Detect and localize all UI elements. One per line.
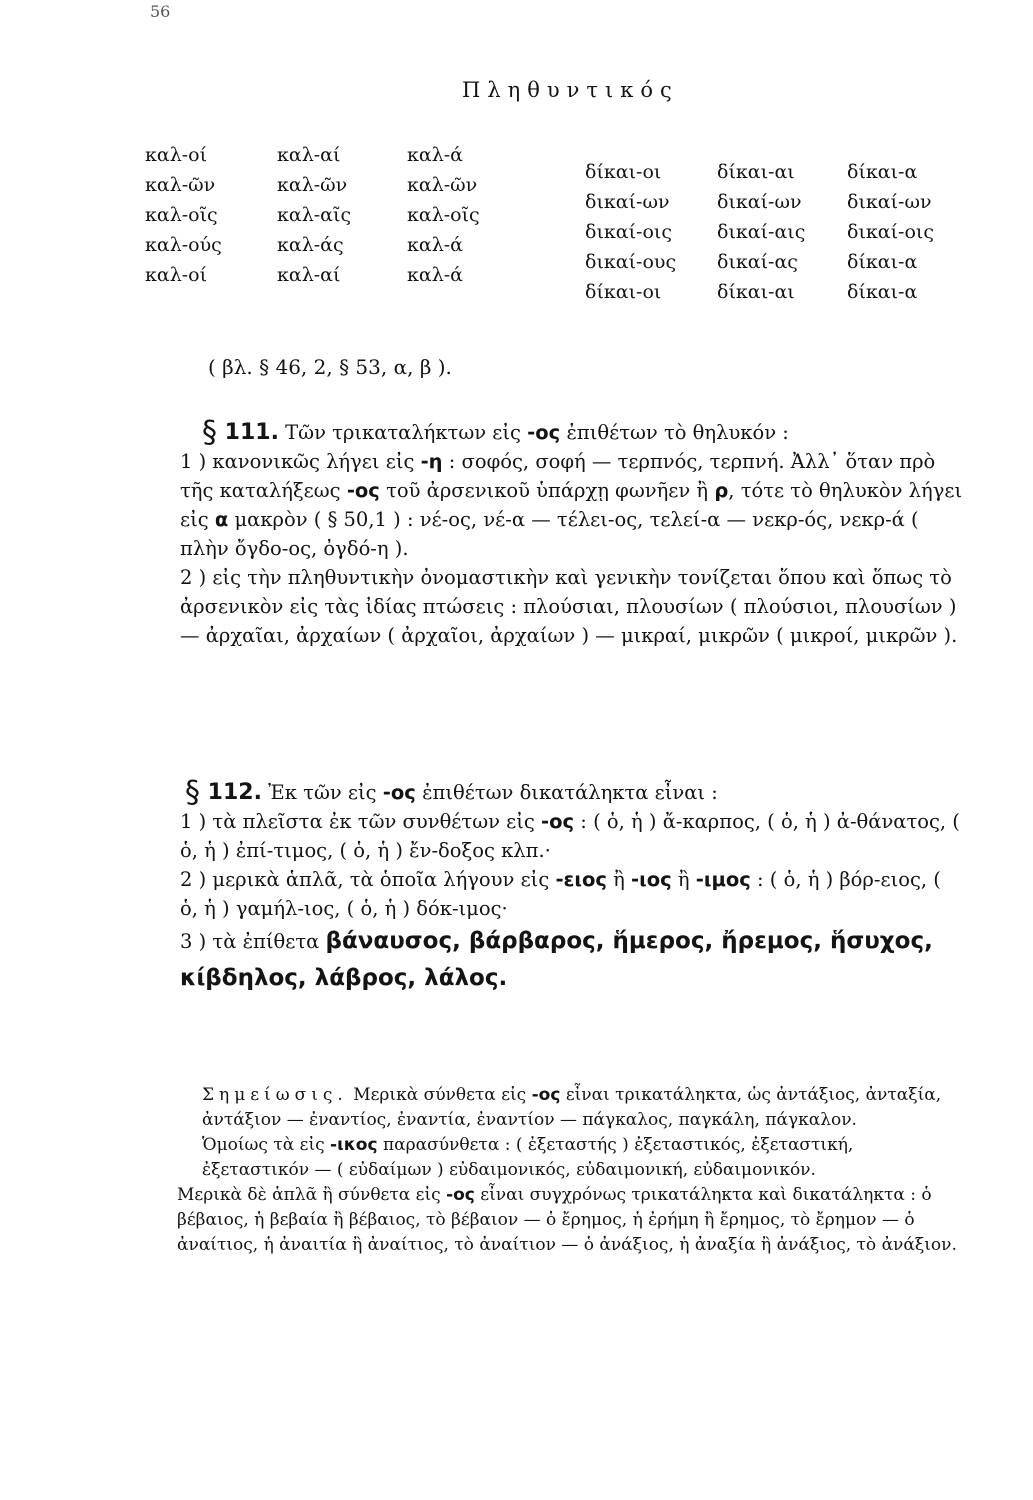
page-number: 56 — [150, 2, 171, 21]
table-cell: δικαί-ων — [717, 191, 802, 213]
note-block: Σημείωσις. Μερικὰ σύνθετα εἰς -ος εἶναι τρικατάληκτα, ὡς ἀντάξιος, ἀνταξία, ἀντάξιον — ἐναντίος, ἐναντία, ἐναντίον — πάγκαλος, παγκάλη, πάγκαλον. Ὁμοίως τὰ εἰς -ικος παρασύνθετα : ( ἐξεταστής ) ἐξεταστικός, ἐξεταστική, ἐξεταστικόν — ( εὐδαίμων ) εὐδαιμονικός, εὐδαιμονική, εὐδαιμονικόν. Μερικὰ δὲ ἁπλᾶ ἢ σύνθετα εἰς -ος εἶναι συγχρόνως τρικατάληκτα καὶ δικατάληκτα : ὁ βέβαιος, ἡ βεβαία ἢ βέβαιος, τὸ βέβαιον — ὁ ἔρημος, ἡ ἐρήμη ἢ ἔρημος, τὸ ἔρημον — ὁ ἀναίτιος, ἡ ἀναιτία ἢ ἀναίτιος, τὸ ἀναίτιον — ὁ ἀνάξιος, ἡ ἀναξία ἢ ἀνάξιος, τὸ ἀνάξιον. — [177, 1085, 957, 1255]
table-cell: καλ-οί — [145, 144, 208, 166]
section-111-rule-2: 2 ) εἰς τὴν πληθυντικὴν ὀνομαστικὴν καὶ γενικὴν τονίζεται ὅπου καὶ ὅπως τὸ ἀρσενικὸν εἰς τὰς ἰδίας πτώσεις : πλούσιαι, πλουσίων ( πλούσιοι, πλουσίων ) — ἀρχαῖαι, ἀρχαίων ( ἀρχαῖοι, ἀρχαίων ) — μικραί, μικρῶν ( μικροί, μικρῶν ). — [180, 566, 958, 647]
table-cell: δίκαι-αι — [717, 281, 795, 303]
table-cell: καλ-οί — [145, 264, 208, 286]
table-cell: καλ-αῖς — [277, 204, 352, 226]
table-cell: δίκαι-οι — [585, 161, 662, 183]
table-cell: δικαί-οις — [847, 221, 934, 243]
section-111: § 111. Τῶν τρικαταλήκτων εἰς -ος ἐπιθέτων τὸ θηλυκόν : 1 ) κανονικῶς λήγει εἰς -η : σοφός, σοφή — τερπνός, τερπνή. Ἀλλ᾽ ὅταν πρὸ τῆς καταλήξεως -ος τοῦ ἀρσενικοῦ ὑπάρχῃ φωνῆεν ἢ ρ, τότε τὸ θηλυκὸν λήγει εἰς α μακρὸν ( § 50,1 ) : νέ-ος, νέ-α — τέλει-ος, τελεί-α — νεκρ-ός, νεκρ-ά ( πλὴν ὄγδο-ος, ὀγδό-η ). 2 ) εἰς τὴν πληθυντικὴν ὀνομαστικὴν καὶ γενικὴν τονίζεται ὅπου καὶ ὅπως τὸ ἀρσενικὸν εἰς τὰς ἰδίας πτώσεις : πλούσιαι, πλουσίων ( πλούσιοι, πλουσίων ) — ἀρχαῖαι, ἀρχαίων ( ἀρχαῖοι, ἀρχαίων ) — μικραί, μικρῶν ( μικροί, μικρῶν ). — [130, 418, 965, 650]
table-cell: καλ-οῖς — [407, 204, 480, 226]
section-112-rule-1: 1 ) τὰ πλεῖστα ἐκ τῶν συνθέτων εἰς -ος : ( ὁ, ἡ ) ἄ-καρπος, ( ὁ, ἡ ) ἀ-θάνατος, ( ὁ, ἡ ) ἐπί-τιμος, ( ὁ, ἡ ) ἔν-δοξος κλπ.· — [180, 810, 960, 862]
table-cell: δικαί-οις — [585, 221, 672, 243]
table-cell: δικαί-ους — [585, 251, 677, 273]
table-cell: δίκαι-α — [847, 281, 918, 303]
table-cell: δικαί-ας — [717, 251, 798, 273]
table-cell: καλ-ούς — [145, 234, 222, 256]
table-cell: δίκαι-α — [847, 161, 918, 183]
table-cell: καλ-ῶν — [145, 174, 216, 196]
table-cell: καλ-ά — [407, 264, 463, 286]
table-cell: καλ-αί — [277, 144, 341, 166]
section-112-rule-2: 2 ) μερικὰ ἁπλᾶ, τὰ ὁποῖα λήγουν εἰς -ειος ἢ -ιος ἢ -ιμος : ( ὁ, ἡ ) βόρ-ειος, ( ὁ, ἡ ) γαμήλ-ιος, ( ὁ, ἡ ) δόκ-ιμος· — [180, 868, 941, 920]
section-112-rule-3: 3 ) τὰ ἐπίθετα βάναυσος, βάρβαρος, ἥμερος, ἤρεμος, ἥσυχος, κίβδηλος, λάβρος, λάλος. — [180, 928, 933, 991]
table-cell: καλ-αί — [277, 264, 341, 286]
section-number: § 112. — [185, 775, 262, 810]
table-cell: δίκαι-α — [847, 251, 918, 273]
table-cell: καλ-άς — [277, 234, 344, 256]
table-cell: καλ-ά — [407, 234, 463, 256]
table-cell: δικαί-αις — [717, 221, 806, 243]
table-cell: δίκαι-οι — [585, 281, 662, 303]
note-label: Σημείωσις. — [202, 1085, 348, 1105]
table-cell: καλ-ῶν — [277, 174, 348, 196]
page-heading: Πληθυντικός — [462, 78, 679, 102]
section-number: § 111. — [202, 415, 279, 450]
table-cell: δικαί-ων — [585, 191, 670, 213]
table-cell: καλ-οῖς — [145, 204, 218, 226]
cross-reference: ( βλ. § 46, 2, § 53, α, β ). — [208, 355, 452, 379]
table-cell: δικαί-ων — [847, 191, 932, 213]
section-111-rule-1: 1 ) κανονικῶς λήγει εἰς -η : σοφός, σοφή — τερπνός, τερπνή. Ἀλλ᾽ ὅταν πρὸ τῆς καταλήξεως -ος τοῦ ἀρσενικοῦ ὑπάρχῃ φωνῆεν ἢ ρ, τότε τὸ θηλυκὸν λήγει εἰς α μακρὸν ( § 50,1 ) : νέ-ος, νέ-α — τέλει-ος, τελεί-α — νεκρ-ός, νεκρ-ά ( πλὴν ὄγδο-ος, ὀγδό-η ). — [180, 450, 963, 560]
table-cell: καλ-ά — [407, 144, 463, 166]
table-cell: καλ-ῶν — [407, 174, 478, 196]
table-cell: δίκαι-αι — [717, 161, 795, 183]
section-112: § 112. Ἐκ τῶν εἰς -ος ἐπιθέτων δικατάληκτα εἶναι : 1 ) τὰ πλεῖστα ἐκ τῶν συνθέτων εἰς -ος : ( ὁ, ἡ ) ἄ-καρπος, ( ὁ, ἡ ) ἀ-θάνατος, ( ὁ, ἡ ) ἐπί-τιμος, ( ὁ, ἡ ) ἔν-δοξος κλπ.· 2 ) μερικὰ ἁπλᾶ, τὰ ὁποῖα λήγουν εἰς -ειος ἢ -ιος ἢ -ιμος : ( ὁ, ἡ ) βόρ-ειος, ( ὁ, ἡ ) γαμήλ-ιος, ( ὁ, ἡ ) δόκ-ιμος· 3 ) τὰ ἐπίθετα βάναυσος, βάρβαρος, ἥμερος, ἤρεμος, ἥσυχος, κίβδηλος, λάβρος, λάλος. — [130, 778, 965, 997]
